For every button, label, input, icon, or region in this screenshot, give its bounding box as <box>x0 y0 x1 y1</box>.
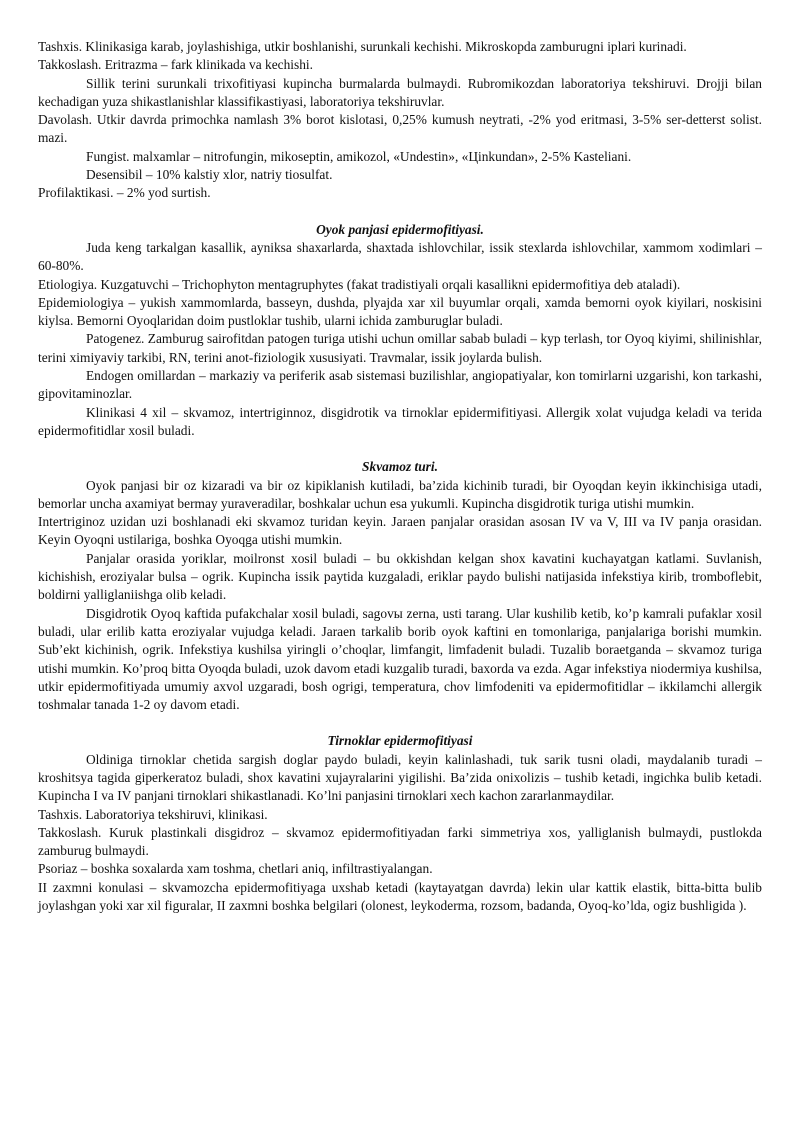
paragraph-dyshidrotic: Disgidrotik Oyoq kaftida pufakchalar xosil buladi, sagovы zerna, usti tarang. Ular kushilib ketib, ko’p kamrali pufaklar xosil buladi, ular erilib katta eroziyalar vujudga keladi. Jaraen tarkalib borib oyok kaftini en tomonlariga, panjalariga borishi mumkin. Sub’ekt kichinish, ogrik. Infekstiya kushilsa yiringli o’choqlar, limfangit, limfadenit buladi. Tuzalib boraetganda – skvamoz turiga utishi mumkin. Ko’proq bitta Oyoqda buladi, uzok davom etadi kuzgalib turadi, baxorda va ezda. Agar infekstiya niodermiya kushilsa, utkir epidermofitiyada umumiy axvol uzgaradi, bosh ogrigi, temperatura, chov limfodeniti va epidermofitidlar – ikkilamchi allergik toshmalar tanada 1-2 oy davom etadi. <box>38 605 762 713</box>
paragraph-squamous: Oyok panjasi bir oz kizaradi va bir oz kipiklanish kutiladi, ba’zida kichinib turadi, bir Oyoqdan keyin ikkinchisiga utadi, bemorlar uncha axamiyat bermay yuraveradilar, boshkalar uchun esa yukumli. Kupincha disgidrotik turiga utishi mumkin. <box>38 477 762 511</box>
paragraph-prevalence: Juda keng tarkalgan kasallik, ayniksa shaxarlarda, shaxtada ishlovchilar, issik stexlarda ishlovchilar, xammom xodimlari – 60-80%. <box>38 239 762 274</box>
paragraph-etiology: Etiologiya. Kuzgatuvchi – Trichophyton mentagruphytes (fakat tradistiyali orqali kasallikni epidermofitiya deb ataladi). <box>38 276 681 292</box>
paragraph-pathogenesis: Patogenez. Zamburug sairofitdan patogen turiga utishi uchun omillar sabab buladi – kyp terlash, tor Oyoq kiyimi, shilinishlar, terini ximiyaviy tarkibi, RN, terini anot-fiziologik xususiyati. Travmalar, issik joylarda bulish. <box>38 331 762 365</box>
paragraph-endogenous-factors: Endogen omillardan – markaziy va periferik asab sistemasi buzilishlar, angiopatiyalar, kon tomirlarni uzgarishi, kon tarkashi, gipovitaminozlar. <box>38 368 762 402</box>
paragraph-nail-diagnosis: Tashxis. Laboratoriya tekshiruvi, klinikasi. <box>38 806 268 822</box>
paragraph-secondary-syphilis: II zaxmni konulasi – skvamozcha epidermofitiyaga uxshab ketadi (kaytayatgan davrda) lekin ular kattik elastik, bitta-bitta bulib joylashgan yoki xar xil figuralar, II zaxmni boshka belgilari (olonest, leykoderma, rozsom, badanda, Oyoq-ko’lda, ogiz bushligida ). <box>38 879 762 914</box>
paragraph-interdigital-cracks: Panjalar orasida yoriklar, moilronst xosil buladi – bu okkishdan kelgan shox kavatini kuchayatgan katlami. Suvlanish, kichishish, eroziyalar bulsa – ogrik. Kupincha issik paytida kuzgaladi, eriklar paydo bulishi natijasida infekstiya kirib, tromboflebit, boldirni yalliglaniishga olib keladi. <box>38 550 762 603</box>
section-gap <box>38 203 762 221</box>
document-page <box>38 38 762 915</box>
paragraph-diagnosis: Tashxis. Klinikasiga karab, joylashishiga, utkir boshlanishi, surunkali kechishi. Mikroskopda zamburugni iplari kurinadi. <box>38 39 687 54</box>
paragraph-smooth-skin: Sillik terini surunkali trixofitiyasi kupincha burmalarda bulmaydi. Rubromikozdan laboratoriya tekshiruvi. Drojji bilan kechadigan yuza shikastlanishlar klassifikastiyasi, laboratoriya tekshiruvlar. <box>38 75 762 109</box>
paragraph-desensitizers: Desensibil – 10% kalstiy xlor, natriy tiosulfat. <box>86 167 333 183</box>
paragraph-treatment: Davolash. Utkir davrda primochka namlash 3% borot kislotasi, 0,25% kumush neytrati, -2% yod eritmasi, 3-5% ser-detterst solist. mazi. <box>38 112 762 146</box>
heading-foot-epidermophytosis: Oyok panjasi epidermofitiyasi. <box>316 221 484 237</box>
section-gap <box>38 714 762 732</box>
paragraph-nail-changes: Oldiniga tirnoklar chetida sargish doglar paydo buladi, keyin kalinlashadi, tuk sarik tusni oladi, maydalanib turadi – kroshitsya tagida giperkeratoz buladi, shox kavatini xujayralarini yigilishi. Ba’zida onixolizis – tushib ketadi, ingichka bulib ketadi. Kupincha I va IV panjani tirnoklari shikastlanadi. Ko’lni panjasini tirnoklari xech kachon zararlanmaydilar. <box>38 751 762 804</box>
paragraph-clinical-forms: Klinikasi 4 xil – skvamoz, intertriginnoz, disgidrotik va tirnoklar epidermifitiyasi. Allergik xolat vujudga keladi va terida epidermofitidlar xosil buladi. <box>38 404 762 438</box>
paragraph-epidemiology: Epidemiologiya – yukish xammomlarda, basseyn, dushda, plyajda xar xil buyumlar orqali, xamda bemorni oyok kiyilari, noskisini kiylsa. Bemorni Oyoqlaridan doim pustloklar tushib, ularni ichida zamburuglar buladi. <box>38 294 762 329</box>
paragraph-fungicides: Fungist. malxamlar – nitrofungin, mikoseptin, amikozol, «Undestin», «Цinkundan», 2-5% Kasteliani. <box>86 148 632 164</box>
paragraph-comparison: Takkoslash. Eritrazma – fark klinikada va kechishi. <box>38 57 313 73</box>
heading-squamous-type: Skvamoz turi. <box>362 459 438 475</box>
paragraph-nail-comparison: Takkoslash. Kuruk plastinkali disgidroz – skvamoz epidermofitiyadan farki simmetriya xos, yalliglanish bulmaydi, pustlokda zamburug bulmaydi. <box>38 824 762 859</box>
section-gap <box>38 440 762 458</box>
heading-nail-epidermophytosis: Tirnoklar epidermofitiyasi <box>327 733 473 749</box>
paragraph-psoriasis: Psoriaz – boshka soxalarda xam toshma, chetlari aniq, infiltrastiyalangan. <box>38 861 433 877</box>
paragraph-intertriginous: Intertriginoz uzidan uzi boshlanadi eki skvamoz turidan keyin. Jaraen panjalar orasidan asosan IV va V, III va IV panja orasidan. Keyin Oyoqni ustilariga, boshka Oyoqga utishi mumkin. <box>38 514 762 548</box>
paragraph-prophylaxis: Profilaktikasi. – 2% yod surtish. <box>38 185 211 201</box>
